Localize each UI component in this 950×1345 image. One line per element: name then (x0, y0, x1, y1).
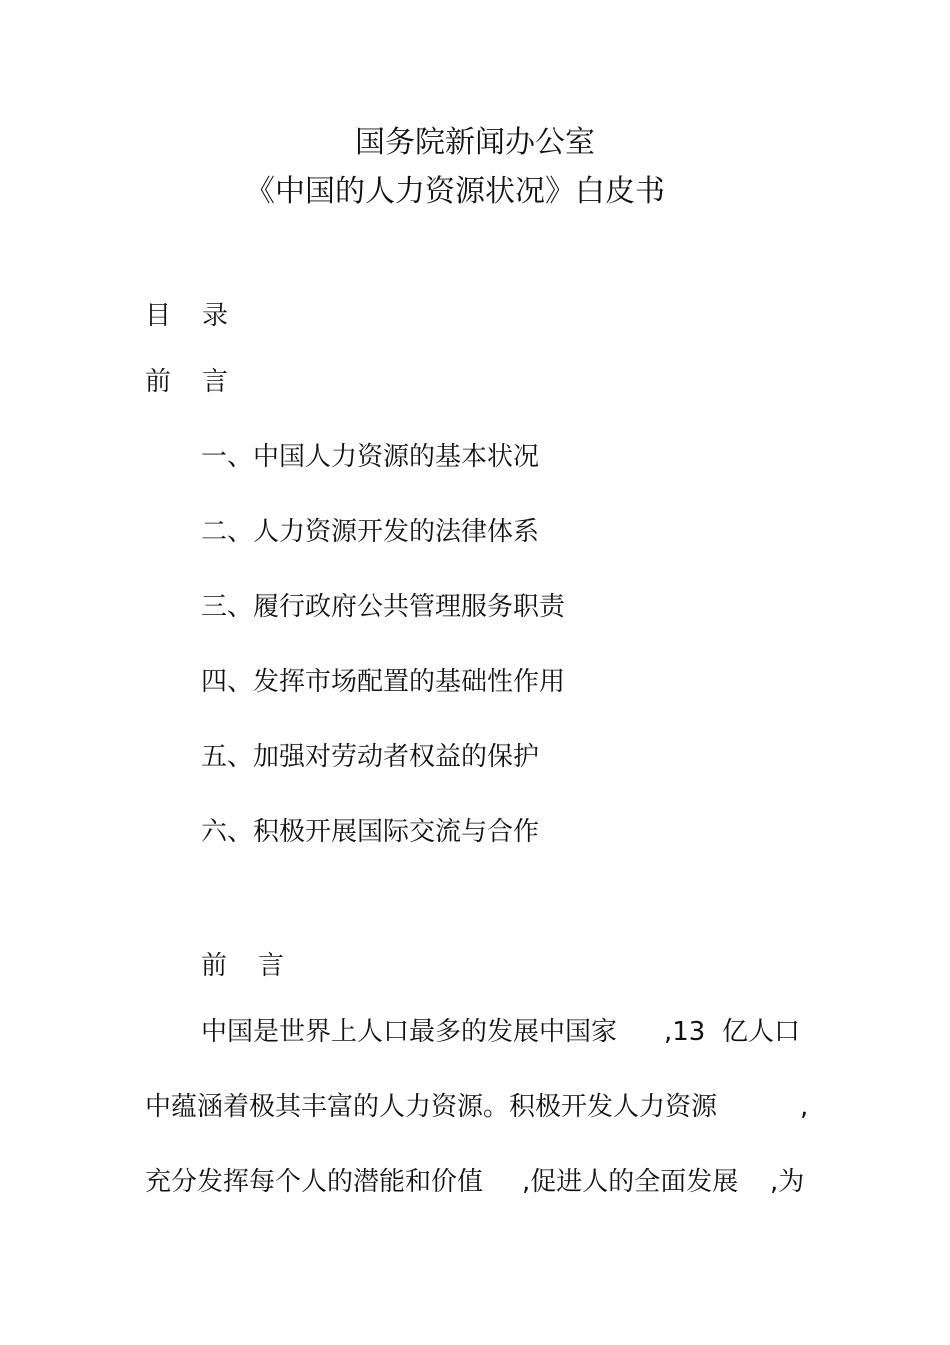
preface-toc-heading (145, 364, 228, 400)
preface-line-3-middle: ,促进人的全面发展 (522, 1167, 739, 1197)
preface-section-heading-char-2: 言 (258, 951, 285, 981)
toc-item-4: 四、发挥市场配置的基础性作用 (201, 667, 566, 697)
preface-line-1-number: ,13 (664, 1017, 706, 1047)
contents-heading (145, 298, 228, 334)
preface-line-2-text: 中蕴涵着极其丰富的人力资源。积极开发人力资源 (145, 1092, 718, 1122)
preface-line-2-comma: , (800, 1092, 809, 1122)
contents-heading-char-2: 录 (202, 301, 229, 331)
toc-item-6: 六、积极开展国际交流与合作 (201, 817, 540, 847)
preface-paragraph-line-1 (0, 1014, 950, 1050)
toc-item-5: 五、加强对劳动者权益的保护 (201, 742, 540, 772)
toc-item-2: 二、人力资源开发的法律体系 (201, 517, 540, 547)
preface-section-heading-char-1: 前 (201, 951, 228, 981)
preface-line-1-tail: 亿人口 (722, 1017, 801, 1047)
toc-item-1: 一、中国人力资源的基本状况 (201, 442, 540, 472)
toc-item-3: 三、履行政府公共管理服务职责 (201, 592, 566, 622)
contents-heading-char-1: 目 (145, 301, 172, 331)
preface-paragraph-line-3 (0, 1164, 950, 1200)
document-title-issuer: 国务院新闻办公室 (355, 125, 595, 160)
preface-line-1-text: 中国是世界上人口最多的发展中国家 (201, 1017, 618, 1047)
preface-section-heading (201, 948, 284, 984)
preface-line-3-tail: ,为 (770, 1167, 805, 1197)
preface-toc-heading-char-1: 前 (145, 367, 172, 397)
preface-line-3-text: 充分发挥每个人的潜能和价值 (145, 1167, 484, 1197)
document-title: 《中国的人力资源状况》白皮书 (245, 174, 665, 209)
preface-paragraph-line-2 (0, 1089, 950, 1125)
preface-toc-heading-char-2: 言 (202, 367, 229, 397)
